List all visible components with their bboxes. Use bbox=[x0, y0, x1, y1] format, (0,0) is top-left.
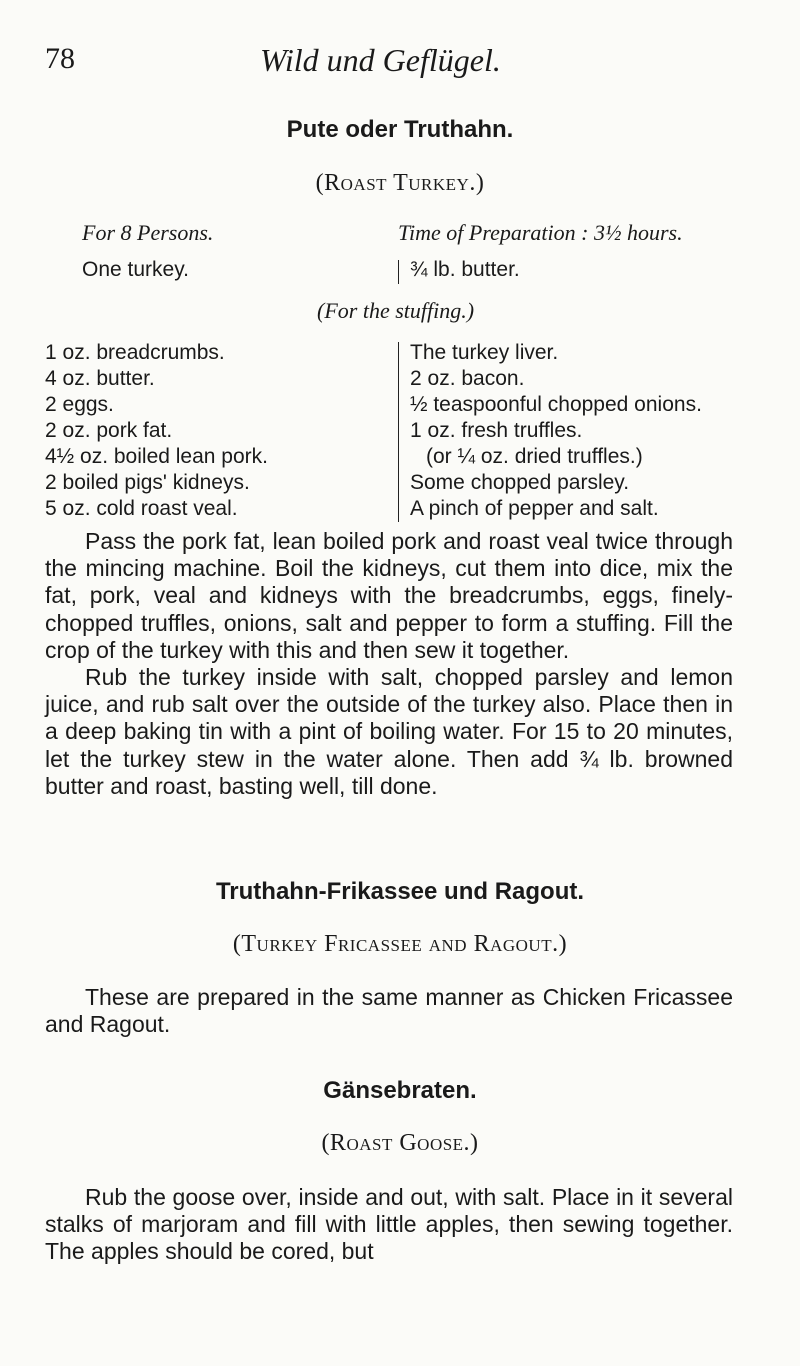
method-paragraph: Pass the pork fat, lean boiled pork and roast veal twice through the mincing machine. Boil the kidneys, cut them into dice, mix the fat, pork, veal and kidneys with the breadcrumbs, eggs, finely-chopped truffles, onions, salt and pepper to form a stuffing. Fill the crop of the turkey with this and then sew it together. bbox=[45, 528, 733, 663]
main-ingredient-right: ¾ lb. butter. bbox=[410, 258, 520, 281]
page-number: 78 bbox=[45, 42, 75, 75]
ingredient-item: 2 eggs. bbox=[45, 393, 114, 416]
main-ingredient-left: One turkey. bbox=[82, 258, 189, 281]
ingredient-item: 2 boiled pigs' kidneys. bbox=[45, 471, 250, 494]
ingredient-item: Some chopped parsley. bbox=[410, 471, 630, 494]
stuffing-ingredients-left bbox=[45, 340, 268, 522]
column-divider-top bbox=[398, 260, 399, 284]
recipe-title-roast-goose: Gänsebraten. bbox=[323, 1077, 477, 1104]
method-turkey-fricassee bbox=[45, 984, 733, 1038]
ingredient-item: 4 oz. butter. bbox=[45, 367, 155, 390]
ingredient-item: 5 oz. cold roast veal. bbox=[45, 497, 238, 520]
recipe-title-turkey-fricassee: Truthahn-Frikassee und Ragout. bbox=[215, 878, 585, 905]
page-header bbox=[45, 42, 755, 92]
ingredient-item: ½ teaspoonful chopped onions. bbox=[410, 393, 702, 416]
preparation-time: Time of Preparation : 3½ hours. bbox=[398, 220, 683, 245]
running-title: Wild und Geflügel. bbox=[260, 42, 501, 78]
persons-count: For 8 Persons. bbox=[82, 220, 214, 245]
recipe-title-roast-turkey: Pute oder Truthahn. bbox=[286, 116, 514, 143]
method-paragraph: Rub the turkey inside with salt, chopped parsley and lemon juice, and rub salt over the outside of the turkey also. Place then in a deep baking tin with a pint of boiling water. For 15 to 20 minutes, let the turkey stew in the water alone. Then add ¾ lb. browned butter and roast, basting well, till done. bbox=[45, 664, 733, 799]
ingredient-item: 2 oz. bacon. bbox=[410, 367, 525, 390]
ingredient-item: The turkey liver. bbox=[410, 341, 559, 364]
stuffing-ingredients-right bbox=[410, 340, 702, 522]
ingredient-item: A pinch of pepper and salt. bbox=[410, 497, 659, 520]
recipe-subtitle-turkey-fricassee: (Turkey Fricassee and Ragout.) bbox=[232, 931, 568, 957]
method-roast-goose bbox=[45, 1184, 733, 1266]
recipe-subtitle-roast-goose: (Roast Goose.) bbox=[321, 1130, 479, 1156]
ingredient-item: 2 oz. pork fat. bbox=[45, 419, 173, 442]
method-paragraph: Rub the goose over, inside and out, with salt. Place in it several stalks of marjoram and fill with little apples, then sewing together. The apples should be cored, but bbox=[45, 1184, 733, 1265]
ingredient-item: 1 oz. fresh truffles. bbox=[410, 419, 583, 442]
column-divider bbox=[398, 342, 399, 522]
ingredient-item: 4½ oz. boiled lean pork. bbox=[45, 445, 268, 468]
ingredient-item: (or ¼ oz. dried truffles.) bbox=[426, 445, 643, 468]
ingredient-item: 1 oz. breadcrumbs. bbox=[45, 341, 225, 364]
method-paragraph: These are prepared in the same manner as Chicken Fricassee and Ragout. bbox=[45, 984, 733, 1038]
recipe-subtitle-roast-turkey: (Roast Turkey.) bbox=[315, 170, 485, 196]
method-roast-turkey bbox=[45, 528, 733, 800]
stuffing-heading: (For the stuffing.) bbox=[317, 298, 475, 323]
